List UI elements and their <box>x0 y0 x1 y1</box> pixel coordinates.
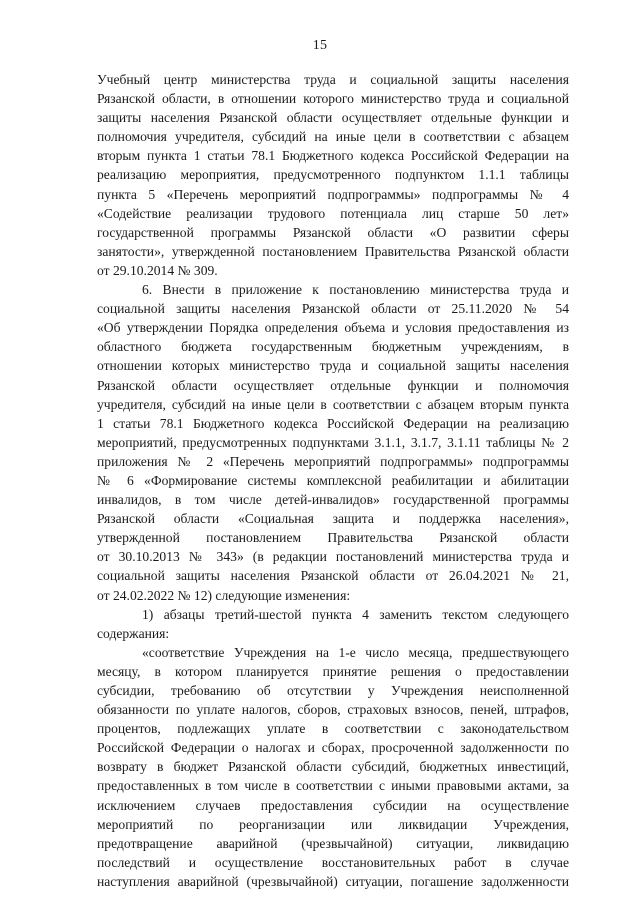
text-line: утвержденной постановлением Правительства Рязанской области <box>97 530 569 546</box>
text-line: приложения № 2 «Перечень мероприятий подпрограммы» подпрограммы <box>97 453 569 469</box>
paragraph-1 <box>97 70 569 280</box>
text-line: от 24.02.2022 № 12) следующие изменения: <box>97 587 351 603</box>
text-line: мероприятий, предусмотренных подпунктами 3.1.1, 3.1.7, 3.1.11 таблицы № 2 <box>97 434 569 450</box>
text-line: реализацию мероприятия, предусмотренного подпунктом 1.1.1 таблицы <box>97 167 569 183</box>
text-line: «Содействие реализации трудового потенциала лиц старше 50 лет» <box>97 205 569 221</box>
text-line: обязанности по уплате налогов, сборов, страховых взносов, пеней, штрафов, <box>97 702 569 718</box>
document-body <box>97 70 569 891</box>
paragraph-2 <box>97 280 569 605</box>
text-line: месяцу, в котором планируется принятие решения о предоставлении <box>97 663 569 679</box>
text-line: 1 статьи 78.1 Бюджетного кодекса Российской Федерации на реализацию <box>97 415 569 431</box>
text-line: защиты населения Рязанской области осуществляет отдельные функции и <box>97 110 569 126</box>
text-line: Российской Федерации о налогах и сборах, просроченной задолженности по <box>97 740 569 756</box>
text-line: «соответствие Учреждения на 1-е число месяца, предшествующего <box>142 644 569 660</box>
text-line: субсидии, требованию об отсутствии у Учреждения неисполненной <box>97 683 569 698</box>
text-line: пункта 5 «Перечень мероприятий подпрограммы» подпрограммы № 4 <box>97 186 569 202</box>
text-line: учредителя, субсидий на иные цели в соответствии с абзацем вторым пункта <box>97 396 569 412</box>
text-line: исключением случаев предоставления субсидии на осуществление <box>97 797 569 813</box>
paragraph-3 <box>97 605 569 643</box>
text-line: мероприятий по реорганизации или ликвидации Учреждения, <box>97 816 569 832</box>
text-line: процентов, подлежащих уплате в соответствии с законодательством <box>97 721 569 737</box>
text-line: Рязанской области, в отношении которого министерство труда и социальной <box>97 91 569 107</box>
text-line: социальной защиты населения Рязанской области от 26.04.2021 № 21, <box>97 568 569 584</box>
paragraph-4 <box>97 643 569 891</box>
text-line: предоставленных в том числе в соответствии с иными правовыми актами, за <box>97 778 569 794</box>
text-line: от 29.10.2014 № 309. <box>97 262 218 278</box>
page-number: 15 <box>312 38 328 53</box>
text-line: № 6 «Формирование системы комплексной реабилитации и абилитации <box>97 472 569 488</box>
text-line: возврату в бюджет Рязанской области субсидий, бюджетных инвестиций, <box>97 759 569 775</box>
text-line: государственной программы Рязанской области «О развитии сферы <box>97 224 569 240</box>
text-line: содержания: <box>97 625 170 641</box>
text-line: наступления аварийной (чрезвычайной) ситуации, погашение задолженности <box>97 873 569 889</box>
text-line: Рязанской области «Социальная защита и поддержка населения», <box>97 511 569 527</box>
text-line: 6. Внести в приложение к постановлению министерства труда и <box>142 282 569 298</box>
text-line: областного бюджета государственным бюджетным учреждениям, в <box>97 339 569 355</box>
text-line: вторым пункта 1 статьи 78.1 Бюджетного кодекса Российской Федерации на <box>97 148 569 164</box>
text-line: последствий и осуществление восстановительных работ в случае <box>97 854 569 870</box>
text-line: социальной защиты населения Рязанской области от 25.11.2020 № 54 <box>97 301 569 317</box>
text-line: «Об утверждении Порядка определения объема и условия предоставления из <box>97 320 569 336</box>
text-line: занятости», утвержденной постановлением Правительства Рязанской области <box>97 243 569 259</box>
text-line: 1) абзацы третий-шестой пункта 4 заменить текстом следующего <box>142 606 569 622</box>
text-line: предотвращение аварийной (чрезвычайной) ситуации, ликвидацию <box>97 835 569 851</box>
text-line: полномочия учредителя, субсидий на иные цели в соответствии с абзацем <box>97 129 569 145</box>
text-line: инвалидов, в том числе детей-инвалидов» государственной программы <box>97 492 569 508</box>
text-line: Учебный центр министерства труда и социальной защиты населения <box>97 72 569 87</box>
text-line: отношении которых министерство труда и социальной защиты населения <box>97 358 569 374</box>
text-line: от 30.10.2013 № 343» (в редакции постановлений министерства труда и <box>97 549 569 565</box>
text-line: Рязанской области осуществляет отдельные функции и полномочия <box>97 377 569 393</box>
